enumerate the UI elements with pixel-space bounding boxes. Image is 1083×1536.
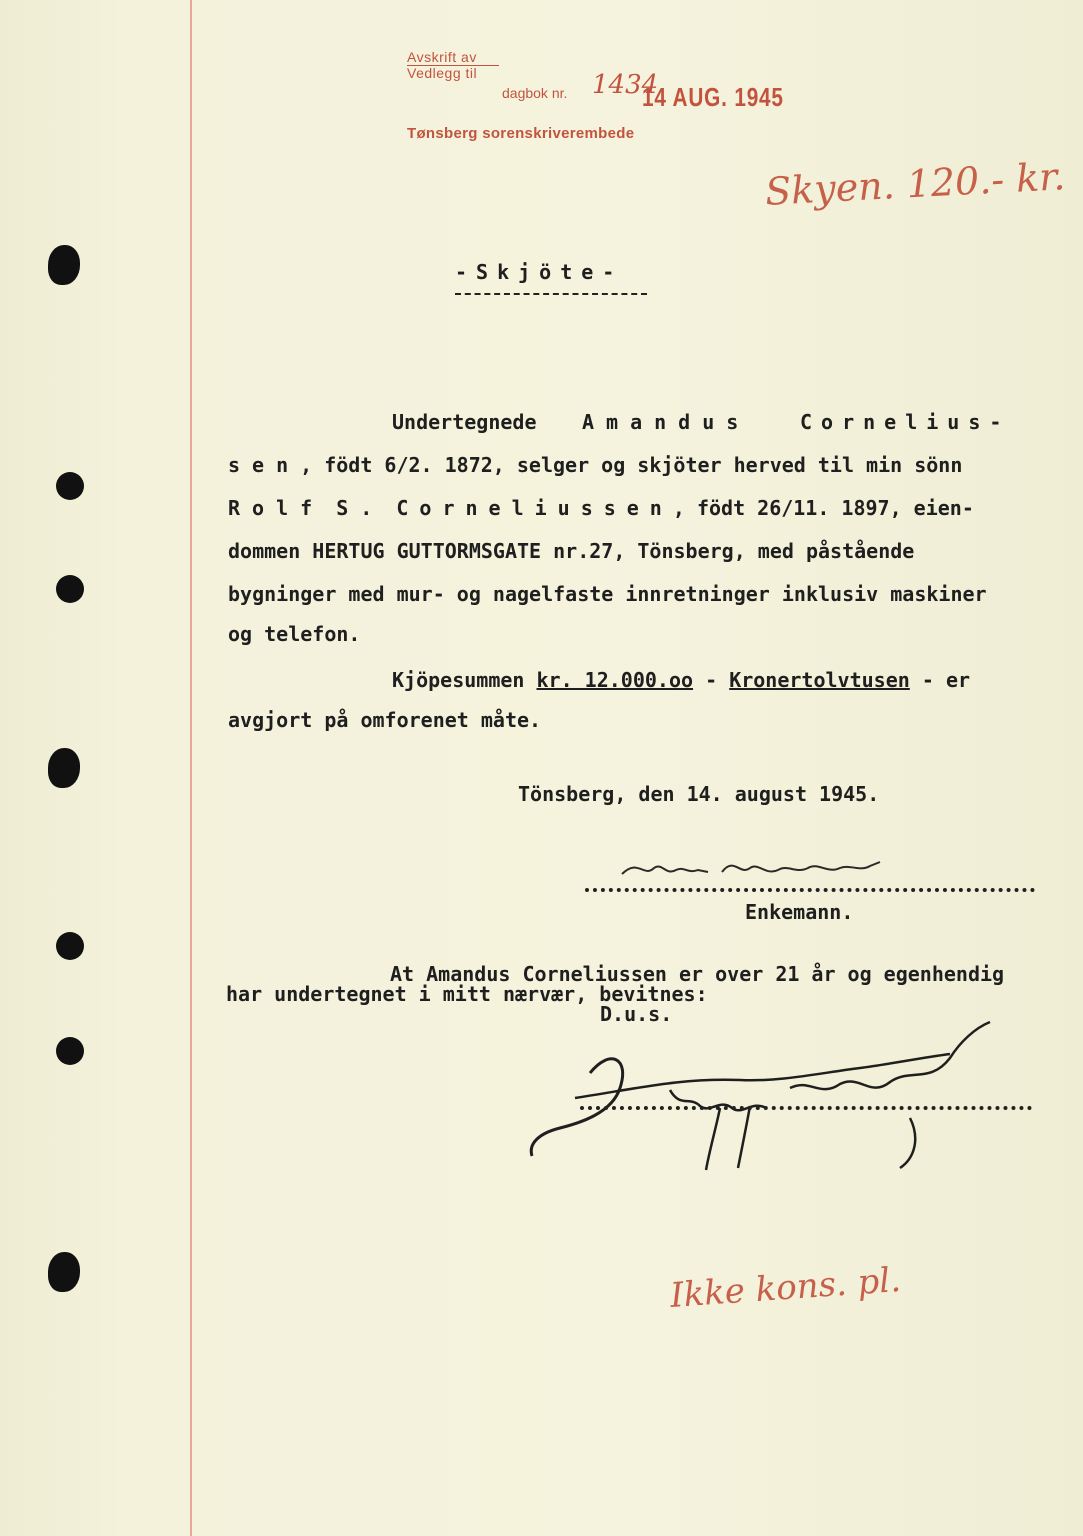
- body-line: [392, 410, 537, 434]
- body-text: Corneliussen: [396, 496, 673, 520]
- witness-line: D.u.s.: [600, 1002, 673, 1026]
- body-text: S.: [336, 496, 385, 520]
- stamp-dagbok-number: 1434: [592, 70, 659, 100]
- stamp-vedlegg: Vedlegg til: [407, 65, 478, 81]
- bottom-note: Ikke kons. pl.: [668, 1259, 903, 1317]
- body-text: Kjöpesummen: [392, 668, 525, 692]
- punch-hole: [48, 1252, 80, 1292]
- punch-hole: [56, 932, 84, 960]
- witness-line: har undertegnet i mitt nærvær, bevitnes:: [226, 982, 708, 1006]
- body-line: [228, 496, 974, 520]
- punch-hole: [48, 245, 80, 285]
- witness-line: At Amandus Corneliussen er over 21 år og egenhendig: [390, 962, 1005, 986]
- stamp-office: Tønsberg sorenskriverembede: [407, 125, 635, 142]
- body-line: og telefon.: [228, 622, 361, 646]
- body-line: [228, 453, 962, 477]
- stamp-dagbok-label: dagbok nr.: [502, 85, 568, 101]
- body-line: [800, 410, 1010, 434]
- body-text: -: [705, 668, 718, 692]
- stamp-date: 14 AUG. 1945: [642, 82, 784, 112]
- fee-note: Skyen. 120.- kr.: [764, 154, 1067, 214]
- seller-title: Enkemann.: [745, 900, 854, 924]
- body-text: - er: [921, 668, 971, 692]
- signature-line: [585, 888, 1035, 892]
- body-line: [582, 410, 750, 434]
- seller-signature: [618, 848, 898, 888]
- price-text: kr. 12.000.oo: [536, 668, 694, 692]
- body-line: avgjort på omforenet måte.: [228, 708, 542, 732]
- punch-hole: [56, 472, 84, 500]
- body-text: Undertegnede: [392, 410, 537, 434]
- price-words: Kronertolvtusen: [729, 668, 910, 692]
- body-line: bygninger med mur- og nagelfaste innretninger inklusiv maskiner: [228, 582, 987, 606]
- punch-hole: [56, 575, 84, 603]
- witness-signature: [520, 1018, 1000, 1178]
- body-text: sen: [228, 453, 301, 477]
- body-line: dommen HERTUG GUTTORMSGATE nr.27, Tönsberg, med påstående: [228, 539, 915, 563]
- witness-signature-line: [580, 1106, 1032, 1110]
- body-text: , födt 26/11. 1897, eien-: [672, 496, 974, 520]
- body-text: Amandus: [582, 410, 751, 434]
- document-title: -Skjöte-: [455, 260, 624, 284]
- body-line: [392, 668, 970, 692]
- body-text: Cornelius-: [800, 410, 1011, 434]
- punch-hole: [56, 1037, 84, 1065]
- body-text: , födt 6/2. 1872, selger og skjöter herved til min sönn: [300, 453, 963, 477]
- punch-hole: [48, 748, 80, 788]
- stamp-avskrift: Avskrift av: [407, 49, 477, 65]
- margin-line: [190, 0, 192, 1536]
- place-date: Tönsberg, den 14. august 1945.: [518, 782, 880, 806]
- title-underline: [455, 293, 647, 295]
- body-text: Rolf: [228, 496, 325, 520]
